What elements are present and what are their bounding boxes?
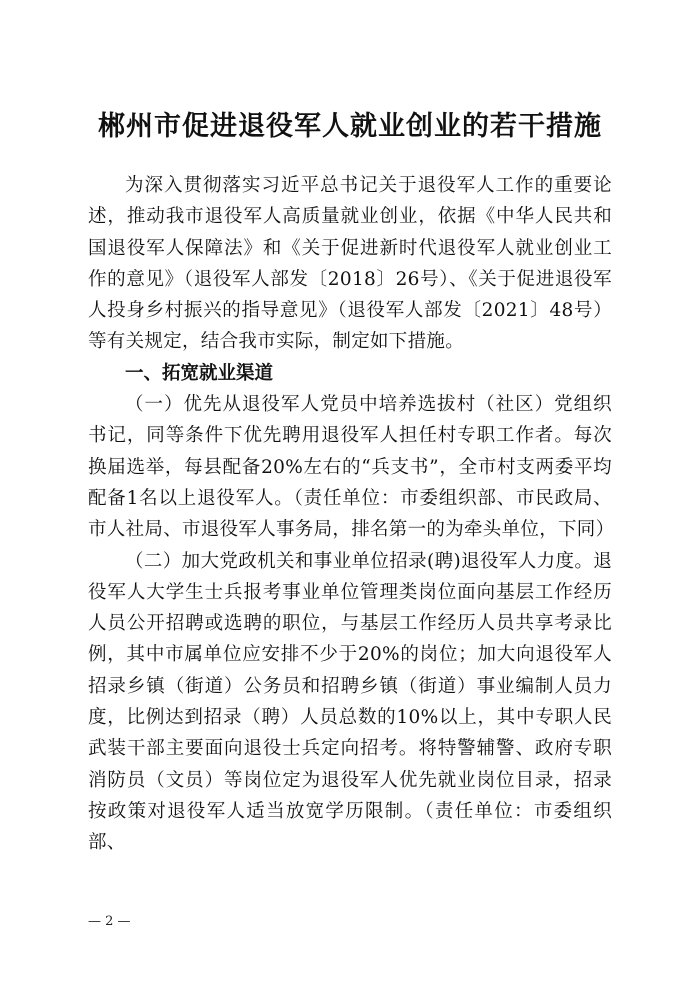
document-title: 郴州市促进退役军人就业创业的若干措施 <box>98 111 602 142</box>
section-1-item-1: （一）优先从退役军人党员中培养选拔村（社区）党组织书记，同等条件下优先聘用退役军人担任村专职工作者。每次换届选举，每县配备20%左右的“兵支书”，全市村支两委平均配备1名以上退役军人。（责任单位：市委组织部、市民政局、市人社局、市退役军人事务局，排名第一的为牵头单位，下同） <box>88 394 615 541</box>
document-body <box>88 170 615 859</box>
preamble-paragraph: 为深入贯彻落实习近平总书记关于退役军人工作的重要论述，推动我市退役军人高质量就业创业，依据《中华人民共和国退役军人保障法》和《关于促进新时代退役军人就业创业工作的意见》（退役军人部发〔2018〕26号）、《关于促进退役军人投身乡村振兴的指导意见》（退役军人部发〔2021〕48号）等有关规定，结合我市实际，制定如下措施。 <box>88 175 612 353</box>
section-1-item-2: （二）加大党政机关和事业单位招录(聘)退役军人力度。退役军人大学生士兵报考事业单位管理类岗位面向基层工作经历人员公开招聘或选聘的职位，与基层工作经历人员共享考录比例，其中市属单位应安排不少于20%的岗位；加大向退役军人招录乡镇（街道）公务员和招聘乡镇（街道）事业编制人员力度，比例达到招录（聘）人员总数的10%以上，其中专职人民武装干部主要面向退役士兵定向招考。将特警辅警、政府专职消防员（文员）等岗位定为退役军人优先就业岗位目录，招录按政策对退役军人适当放宽学历限制。（责任单位：市委组织部、 <box>88 550 612 854</box>
page-number: — 2 — <box>88 914 131 929</box>
section-heading-1: 一、拓宽就业渠道 <box>125 362 274 384</box>
